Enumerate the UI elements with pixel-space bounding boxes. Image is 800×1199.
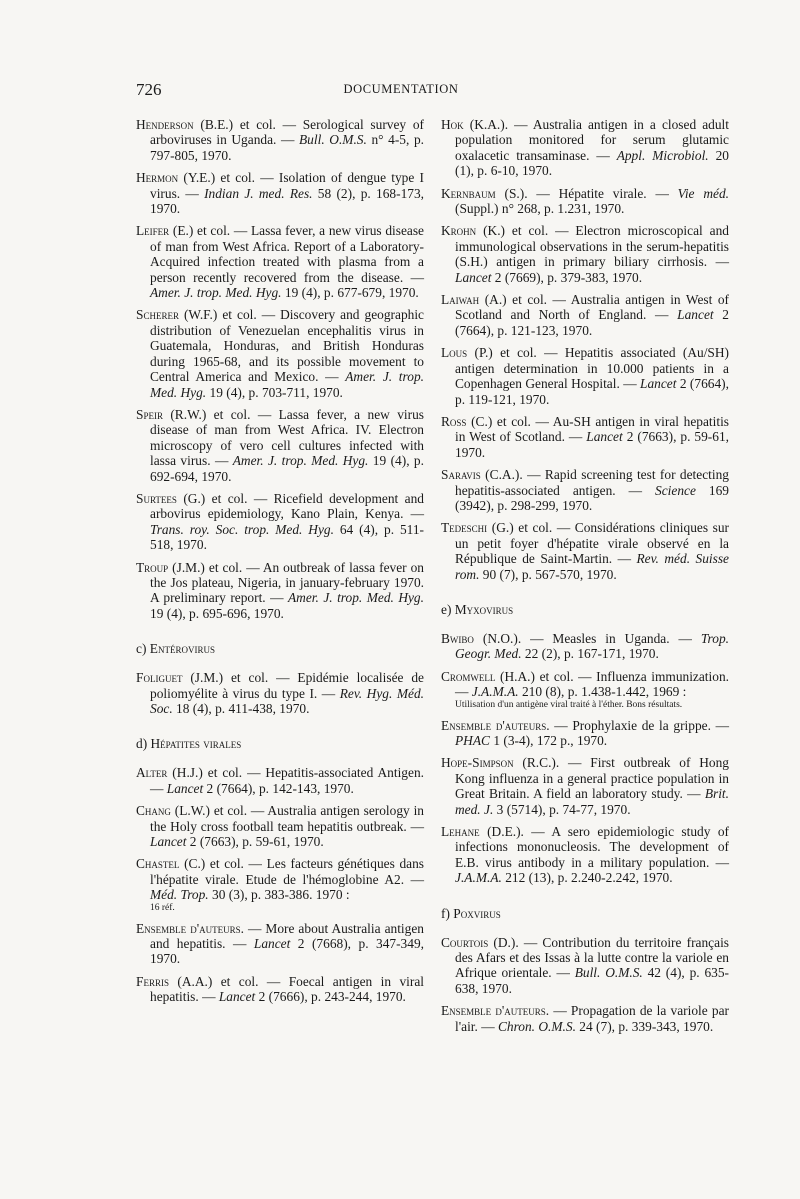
reference-author: Chang — [136, 803, 171, 819]
reference-journal: Amer. J. trop. Med. Hyg. — [150, 369, 424, 400]
reference-text: . — Propagation de la variole par l'air. — — [455, 1003, 729, 1034]
reference-citation: 20 (1), p. 6-10, 1970. — [455, 147, 729, 179]
reference-citation: 24 (7), p. 339-343, 1970. — [575, 1018, 714, 1034]
section-title: Entérovirus — [149, 641, 215, 657]
reference-entry — [136, 803, 424, 849]
reference-author: Ensemble d'auteurs — [441, 717, 547, 733]
reference-text: (C.A.). — Rapid screening test for detecting hepatitis-associated antigen. — — [455, 467, 729, 498]
reference-author: Ross — [441, 413, 467, 429]
reference-text: (G.) et col. — Ricefield development and arbovirus epidemiology, Kano Plain, Kenya. — — [150, 490, 424, 522]
reference-text: (P.) et col. — Hepatitis associated (Au/SH) antigen determination in 10.000 patients in a Copenhagen General Hospital. — — [455, 345, 729, 392]
reference-journal: Indian J. med. Res. — [204, 185, 313, 201]
reference-entry — [136, 765, 424, 796]
reference-entry — [441, 669, 729, 711]
reference-author: Cromwell — [441, 668, 496, 684]
reference-text: (J.M.) et col. — Epidémie localisée de poliomyélite à virus du type I. — — [150, 670, 424, 701]
reference-entry — [136, 856, 424, 913]
reference-citation: 2 (7669), p. 379-383, 1970. — [491, 269, 643, 285]
reference-journal: Bull. O.M.S. — [574, 965, 643, 981]
reference-journal: PHAC — [455, 733, 490, 748]
reference-text: (N.O.). — Measles in Uganda. — — [473, 630, 701, 646]
reference-journal: J.A.M.A. — [471, 684, 519, 700]
reference-text: (D.). — Contribution du territoire français des Afars et des Issas à la lutte contre la variole en Afrique orientale. — — [455, 934, 729, 981]
reference-entry — [441, 292, 729, 338]
reference-journal: Trans. roy. Soc. trop. Med. Hyg. — [150, 521, 334, 537]
reference-entry — [136, 670, 424, 716]
reference-journal: Amer. J. trop. Med. Hyg. — [232, 453, 369, 469]
reference-author: Foliguet — [136, 670, 183, 686]
reference-entry — [441, 935, 729, 997]
reference-journal: Bull. O.M.S. — [299, 132, 367, 148]
reference-entry — [136, 974, 424, 1005]
page-number: 726 — [136, 80, 162, 99]
reference-citation: 2 (7663), p. 59-61, 1970. — [455, 429, 730, 460]
reference-author: Hermon — [136, 170, 179, 186]
page-header — [136, 80, 666, 104]
reference-text: (E.) et col. — Lassa fever, a new virus disease of man from West Africa. Report of a Laboratory-Acquired infection treated with plasma from a person recently recovered from the disease. — — [150, 223, 424, 285]
reference-entry — [136, 170, 424, 216]
reference-citation: 90 (7), p. 567-570, 1970. — [479, 566, 617, 582]
reference-text: (R.C.). — First outbreak of Hong Kong influenza in a general practice population in Great Britain. A field an laboratory study. — — [455, 755, 729, 802]
reference-text: (L.W.) et col. — Australia antigen serology in the Holy cross football team hepatitis outbreak. — — [150, 803, 424, 834]
reference-journal: Lancet — [455, 269, 492, 285]
reference-note: 16 réf. — [150, 902, 175, 913]
section-heading — [441, 906, 729, 921]
reference-journal: Lancet — [166, 780, 204, 796]
reference-author: Alter — [136, 765, 168, 781]
reference-text: (G.) et col. — Considérations cliniques sur un petit foyer d'hépatite virale observé en la République de Saint-Martin. — — [455, 520, 729, 567]
reference-text: (K.) et col. — Electron microscopical and immunological observations in the serum-hepatitis (S.H.) antigen in primary biliary cirrhosis. — — [455, 223, 729, 270]
reference-text: (B.E.) et col. — Serological survey of arboviruses in Uganda. — — [150, 117, 424, 148]
reference-text: (A.A.) et col. — Foecal antigen in viral hepatitis. — — [150, 973, 424, 1005]
reference-citation: 169 (3942), p. 298-299, 1970. — [455, 482, 729, 513]
reference-entry — [441, 1003, 729, 1034]
section-prefix: c) — [136, 641, 150, 657]
reference-text: (R.W.) et col. — Lassa fever, a new virus disease of man from West Africa. IV. Electron microscopy of vero cell cultures infected with lassa virus. — — [150, 406, 424, 469]
reference-citation: 19 (4), p. 677-679, 1970. — [281, 285, 419, 301]
reference-citation: 22 (2), p. 167-171, 1970. — [521, 646, 659, 662]
reference-citation: 58 (2), p. 168-173, 1970. — [150, 185, 425, 217]
reference-author: Lous — [441, 345, 468, 361]
reference-citation: 2 (7668), p. 347-349, 1970. — [150, 936, 424, 967]
reference-entry — [136, 307, 424, 399]
reference-author: Chastel — [136, 856, 180, 872]
reference-author: Scherer — [136, 307, 179, 323]
section-title: Hépatites virales — [150, 736, 242, 752]
reference-author: Ferris — [136, 973, 169, 989]
reference-journal: Lancet — [586, 429, 623, 445]
reference-author: Speir — [136, 406, 163, 422]
reference-author: Saravis — [441, 467, 481, 483]
section-prefix: d) — [136, 736, 151, 752]
reference-journal: Lancet — [640, 376, 677, 392]
reference-author: Troup — [136, 559, 169, 575]
reference-entry — [441, 223, 729, 285]
reference-author: Hope-Simpson — [441, 755, 514, 771]
reference-text: (H.A.) et col. — Influenza immunization. — — [455, 668, 729, 700]
reference-entry — [136, 117, 424, 163]
reference-entry — [136, 223, 424, 300]
reference-citation: (Suppl.) n° 268, p. 1.231, 1970. — [455, 201, 625, 217]
reference-entry — [136, 407, 424, 484]
reference-entry — [441, 186, 729, 217]
reference-entry — [441, 824, 729, 886]
reference-citation: 2 (7664), p. 142-143, 1970. — [203, 780, 354, 796]
reference-entry — [441, 755, 729, 817]
reference-entry — [136, 921, 424, 967]
reference-citation: 2 (7664), p. 121-123, 1970. — [455, 307, 730, 338]
reference-journal: Chron. O.M.S. — [497, 1018, 576, 1034]
reference-citation: 212 (13), p. 2.240-2.242, 1970. — [501, 870, 673, 886]
reference-author: Krohn — [441, 223, 477, 239]
reference-citation: 19 (4), p. 703-711, 1970. — [206, 384, 343, 400]
reference-author: Henderson — [136, 117, 194, 132]
reference-journal: Rev. Hyg. Méd. Soc. — [150, 685, 424, 716]
reference-citation: 210 (8), p. 1.438-1.442, 1969 : — [518, 684, 687, 700]
reference-author: Surtees — [136, 490, 177, 506]
reference-journal: Méd. Trop. — [150, 887, 209, 903]
reference-journal: Lancet — [677, 307, 714, 323]
reference-entry — [441, 414, 729, 460]
section-heading — [136, 736, 424, 751]
reference-entry — [441, 345, 729, 407]
reference-citation: 2 (7663), p. 59-61, 1970. — [186, 834, 324, 850]
reference-note: Utilisation d'un antigène viral traité à l'éther. Bons résultats. — [455, 699, 683, 710]
reference-text: . — Prophylaxie de la grippe. — — [546, 717, 729, 733]
reference-author: Lehane — [441, 824, 480, 840]
reference-author: Bwibo — [441, 630, 474, 646]
reference-text: (Y.E.) et col. — Isolation of dengue type I virus. — — [150, 170, 424, 201]
reference-journal: Science — [655, 482, 696, 498]
left-column — [136, 117, 424, 1012]
reference-citation: 19 (4), p. 695-696, 1970. — [150, 605, 284, 621]
running-title: DOCUMENTATION — [343, 82, 459, 96]
reference-journal: Rev. méd. Suisse rom. — [455, 551, 730, 582]
reference-author: Kernbaum — [441, 185, 496, 201]
section-title: Poxvirus — [453, 905, 501, 921]
reference-text: (J.M.) et col. — An outbreak of lassa fever on the Jos plateau, Nigeria, in january-february 1970. A preliminary report. — — [150, 559, 424, 606]
reference-text: (W.F.) et col. — Discovery and geographic distribution of Venezuelan encephalitis virus in Guatemala, Honduras, and British Honduras during 1965-68, and its possible movement to Central America and Mexico. — — [150, 307, 424, 385]
reference-journal: Brit. med. J. — [455, 786, 729, 817]
reference-journal: Lancet — [253, 936, 291, 952]
reference-citation: 2 (7666), p. 243-244, 1970. — [255, 989, 406, 1005]
reference-author: Courtois — [441, 934, 489, 950]
reference-entry — [441, 117, 729, 179]
reference-text: (D.E.). — A sero epidemiologic study of infections mononucleosis. The development of E.B. virus antibody in a military population. — — [455, 824, 729, 870]
section-prefix: f) — [441, 905, 454, 921]
section-heading — [441, 602, 729, 617]
reference-author: Ensemble d'auteurs — [136, 920, 241, 936]
reference-entry — [441, 718, 729, 749]
reference-text: (S.). — Hépatite virale. — — [495, 185, 678, 201]
reference-author: Ensemble d'auteurs — [441, 1003, 546, 1019]
reference-text: . — More about Australia antigen and hepatitis. — — [150, 920, 424, 952]
reference-citation: 3 (5714), p. 74-77, 1970. — [493, 801, 631, 817]
reference-citation: 18 (4), p. 411-438, 1970. — [172, 701, 310, 716]
reference-entry — [136, 560, 424, 622]
reference-citation: 2 (7664), p. 119-121, 1970. — [455, 376, 729, 407]
right-column — [441, 117, 729, 1041]
reference-citation: 30 (3), p. 383-386. 1970 : — [208, 887, 350, 903]
reference-text: (H.J.) et col. — Hepatitis-associated Antigen. — — [150, 765, 424, 796]
reference-author: Laiwah — [441, 292, 480, 308]
reference-journal: Amer. J. trop. Med. Hyg. — [287, 590, 424, 606]
reference-journal: Lancet — [150, 834, 187, 850]
reference-journal: J.A.M.A. — [455, 870, 502, 886]
reference-journal: Vie méd. — [677, 185, 729, 201]
reference-author: Tedeschi — [441, 520, 488, 536]
reference-entry — [441, 631, 729, 662]
reference-text: (K.A.). — Australia antigen in a closed adult population monitored for serum glutamic oxalacetic transaminase. — — [455, 117, 729, 163]
reference-entry — [441, 520, 729, 582]
reference-journal: Amer. J. trop. Med. Hyg. — [150, 285, 282, 301]
reference-journal: Trop. Geogr. Med. — [455, 630, 729, 662]
reference-text: (C.) et col. — Les facteurs génétiques dans l'hépatite virale. Etude de l'hémoglobine A2. — — [150, 856, 424, 887]
section-title: Myxovirus — [454, 601, 514, 617]
reference-citation: 1 (3-4), 172 p., 1970. — [489, 733, 608, 748]
reference-text: (C.) et col. — Au-SH antigen in viral hepatitis in West of Scotland. — — [455, 413, 729, 445]
section-prefix: e) — [441, 601, 455, 617]
reference-entry — [136, 491, 424, 553]
reference-journal: Appl. Microbiol. — [616, 147, 709, 163]
reference-citation: 42 (4), p. 635-638, 1970. — [455, 965, 730, 996]
reference-citation: 19 (4), p. 692-694, 1970. — [150, 453, 424, 484]
reference-citation: 64 (4), p. 511-518, 1970. — [150, 521, 424, 553]
reference-author: Leifer — [136, 223, 170, 239]
reference-citation: n° 4-5, p. 797-805, 1970. — [150, 132, 424, 163]
section-heading — [136, 641, 424, 656]
reference-entry — [441, 467, 729, 513]
reference-text: (A.) et col. — Australia antigen in West of Scotland and North of England. — — [455, 292, 729, 323]
reference-author: Hok — [441, 117, 464, 132]
reference-journal: Lancet — [218, 989, 256, 1005]
